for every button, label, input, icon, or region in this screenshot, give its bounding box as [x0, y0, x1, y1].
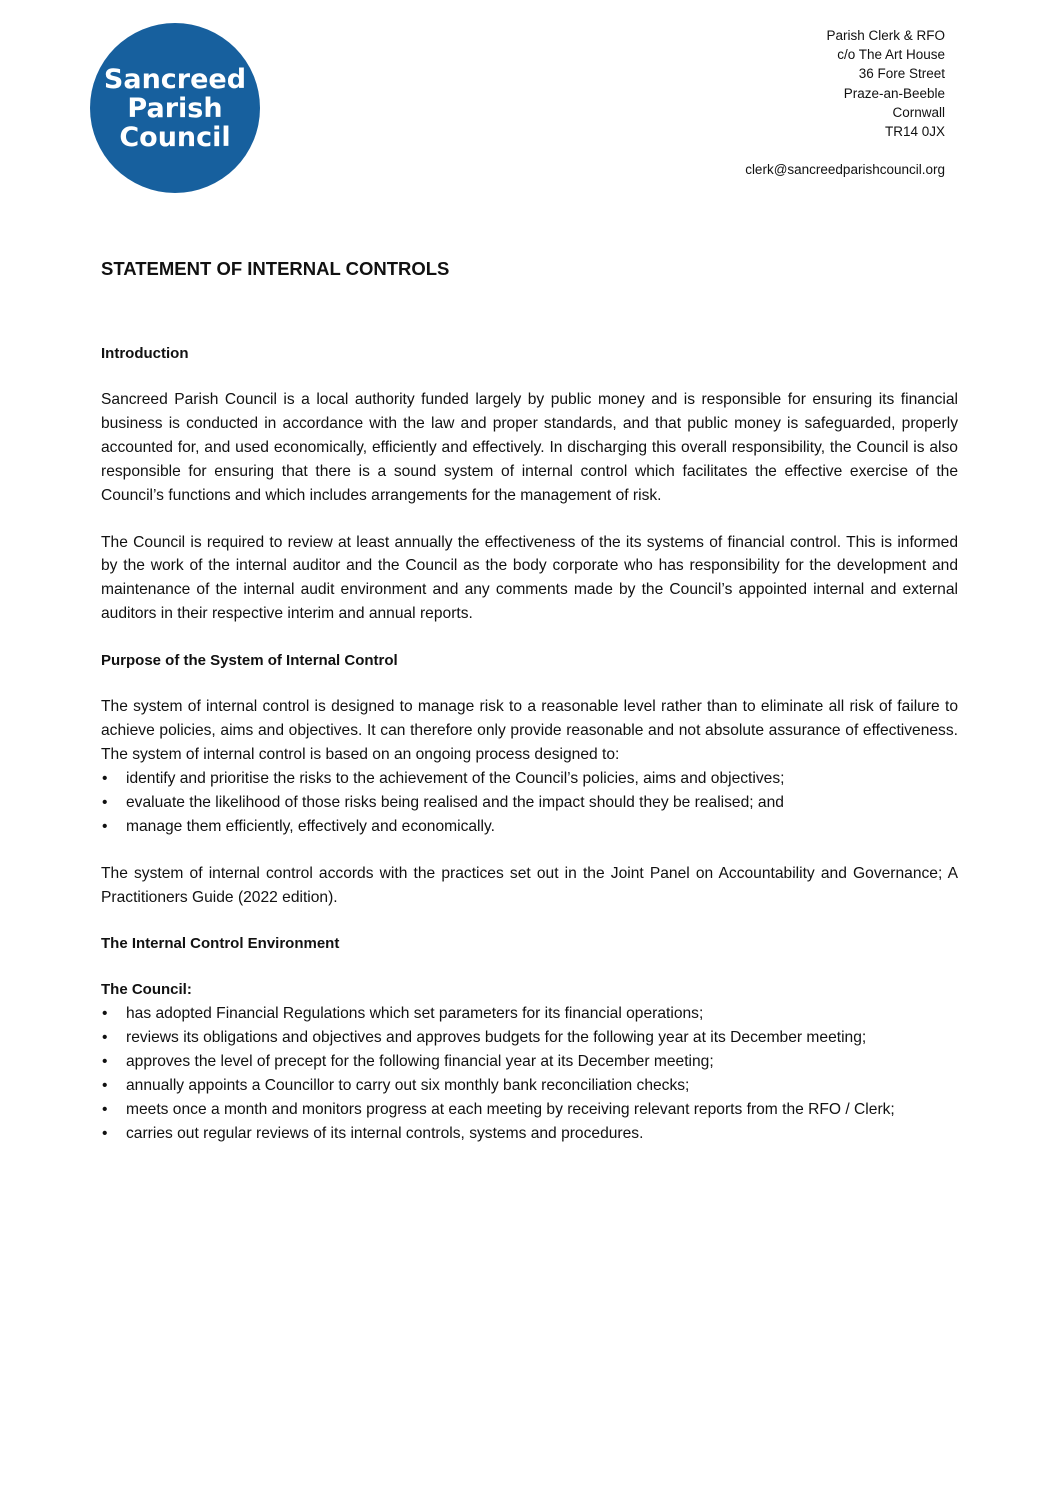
address-block — [745, 26, 945, 179]
list-item-text: evaluate the likelihood of those risks being realised and the impact should they be realised; and — [126, 793, 784, 811]
list-item-text: identify and prioritise the risks to the achievement of the Council’s policies, aims and objectives; — [126, 769, 785, 787]
email-address: clerk@sancreedparishcouncil.org — [745, 162, 945, 178]
address-line: 36 Fore Street — [858, 66, 945, 82]
list-item-text: manage them efficiently, effectively and economically. — [126, 817, 495, 835]
section-heading-introduction: Introduction — [101, 345, 189, 362]
document-title: STATEMENT OF INTERNAL CONTROLS — [101, 258, 450, 279]
bullet-icon: • — [102, 769, 108, 787]
address-line: TR14 0JX — [884, 124, 945, 140]
bullet-icon: • — [102, 793, 108, 811]
bullet-icon: • — [102, 1124, 108, 1142]
document-body — [101, 257, 958, 1146]
purpose-paragraph-2: The system of internal control accords with the practices set out in the Joint Panel on Accountability and Governance; A Practitioners Guide (2022 edition). — [101, 864, 958, 906]
list-item — [101, 767, 958, 791]
environment-subheading: The Council: — [101, 981, 192, 999]
list-item — [101, 1098, 958, 1122]
list-item — [101, 791, 958, 815]
bullet-icon: • — [102, 1101, 108, 1119]
environment-bullet-list — [101, 1002, 958, 1145]
list-item — [101, 1074, 958, 1098]
address-line: Parish Clerk & RFO — [826, 28, 945, 43]
list-item-text: annually appoints a Councillor to carry out six monthly bank reconciliation checks; — [126, 1077, 690, 1095]
intro-paragraph-2: The Council is required to review at least annually the effectiveness of the its systems of financial control. This is informed by the work of the internal auditor and the Council as the body corporate who has responsibility for the development and maintenance of the internal audit environment and any comments made by the Council’s appointed internal and external auditors in their respective interim and annual reports. — [101, 533, 958, 623]
section-heading-purpose: Purpose of the System of Internal Control — [101, 652, 398, 670]
logo-line-2: Parish — [127, 92, 223, 124]
intro-paragraph-1: Sancreed Parish Council is a local authority funded largely by public money and is responsible for ensuring its financial business is conducted in accordance with the law and proper standards, and that public money is safeguarded, properly accounted for, and used economically, efficiently and effectively. In discharging this overall responsibility, the Council is also responsible for ensuring that there is a sound system of internal control which facilitates the effective exercise of the Council’s functions and which includes arrangements for the management of risk. — [101, 391, 958, 504]
logo-line-1: Sancreed — [103, 63, 247, 95]
list-item — [101, 1050, 958, 1074]
list-item — [101, 1026, 958, 1050]
list-item-text: carries out regular reviews of its internal controls, systems and procedures. — [126, 1124, 644, 1142]
bullet-icon: • — [102, 817, 108, 835]
purpose-paragraph-1: The system of internal control is designed to manage risk to a reasonable level rather than to eliminate all risk of failure to achieve policies, aims and objectives. It can therefore only provide reasonable and not absolute assurance of effectiveness. The system of internal control is based on an ongoing process designed to: — [101, 698, 958, 763]
purpose-bullet-list — [101, 767, 958, 839]
list-item-text: meets once a month and monitors progress at each meeting by receiving relevant reports from the RFO / Clerk; — [126, 1101, 895, 1119]
address-line: Cornwall — [892, 104, 945, 120]
logo-line-3: Council — [119, 121, 231, 153]
address-line: c/o The Art House — [837, 47, 945, 63]
list-item — [101, 1002, 958, 1026]
bullet-icon: • — [102, 1005, 108, 1023]
list-item-text: has adopted Financial Regulations which set parameters for its financial operations; — [126, 1005, 704, 1023]
bullet-icon: • — [102, 1077, 108, 1095]
section-heading-environment: The Internal Control Environment — [101, 935, 340, 953]
list-item-text: approves the level of precept for the following financial year at its December meeting; — [126, 1053, 714, 1071]
list-item-text: reviews its obligations and objectives and approves budgets for the following year at its December meeting; — [126, 1029, 867, 1047]
bullet-icon: • — [102, 1053, 108, 1071]
list-item — [101, 1122, 958, 1146]
bullet-icon: • — [102, 1029, 108, 1047]
council-logo — [90, 23, 260, 193]
address-line: Praze-an-Beeble — [843, 85, 945, 101]
list-item — [101, 815, 958, 839]
